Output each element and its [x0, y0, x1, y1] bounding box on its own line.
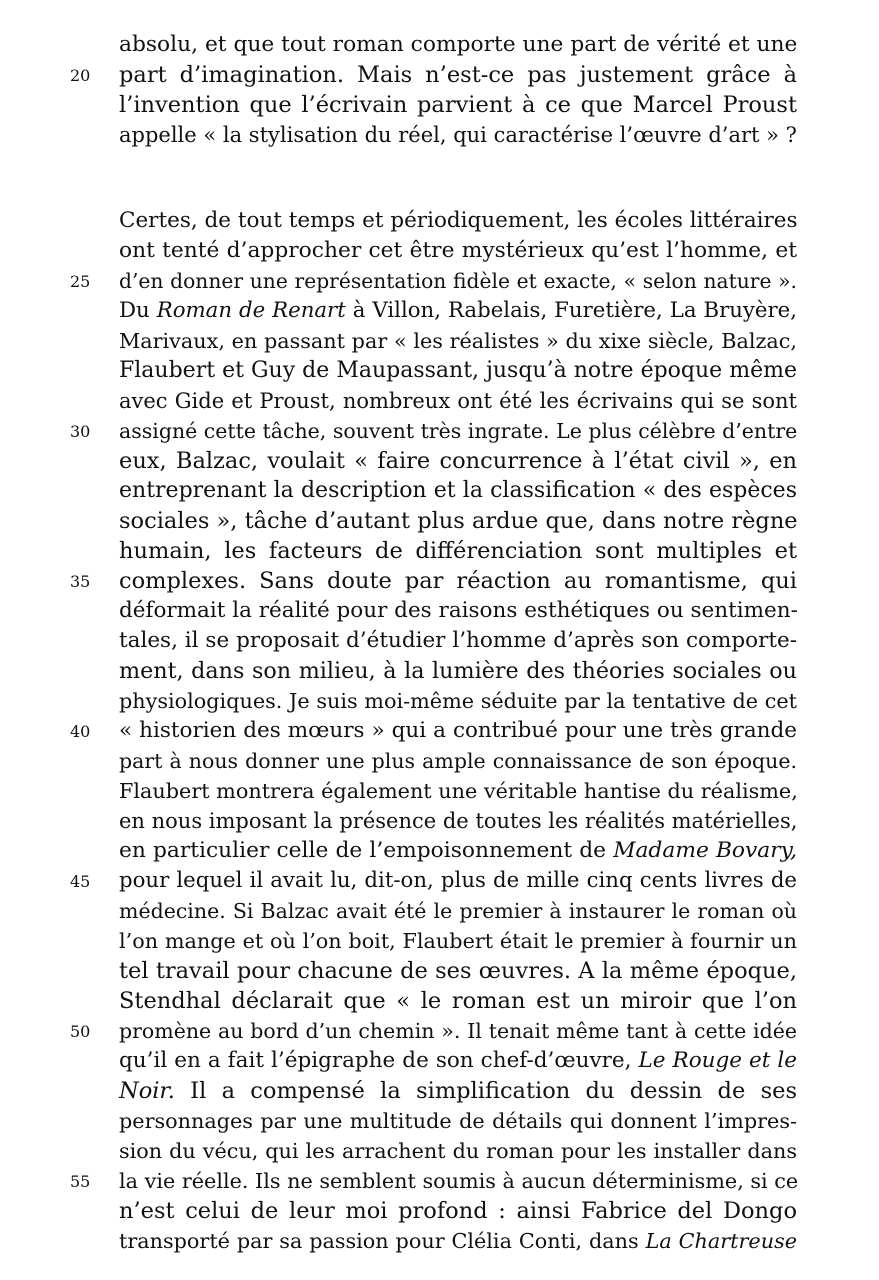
text-line: Flaubert et Guy de Maupassant, jusqu’à notre époque même	[119, 358, 797, 383]
text-line	[119, 1076, 797, 1106]
text-line: humain, les facteurs de différenciation sont multiples et	[119, 538, 797, 564]
text-line: sion du vécu, qui les arrachent du roman pour les installer dans	[119, 1139, 797, 1163]
italic-title: Le Rouge et le	[638, 1048, 797, 1073]
text-line: tales, il se proposait d’étudier l’homme d’après son comporte-	[119, 628, 797, 653]
text-line: « historien des mœurs » qui a contribué pour une très grande	[119, 718, 797, 743]
text-line: déformait la réalité pour des raisons esthétiques ou sentimen-	[119, 598, 798, 623]
text-line	[119, 1226, 797, 1256]
text-line: Flaubert montrera également une véritable hantise du réalisme,	[119, 779, 798, 803]
text-line: physiologiques. Je suis moi-même séduite par la tentative de cet	[119, 689, 797, 713]
italic-title: Roman de Renart	[156, 298, 346, 323]
text-line: absolu, et que tout roman comporte une part de vérité et une	[119, 32, 798, 57]
line-number: 50	[70, 1022, 91, 1041]
text-line: n’est celui de leur moi profond : ainsi Fabrice del Dongo	[119, 1198, 797, 1224]
text-line: sociales », tâche d’autant plus ardue que, dans notre règne	[119, 508, 798, 534]
italic-title: Noir.	[119, 1078, 175, 1104]
text-segment: à Villon, Rabelais, Furetière, La Bruyère,	[345, 298, 797, 323]
line-number: 30	[70, 422, 91, 441]
text-line: la vie réelle. Ils ne semblent soumis à aucun déterminisme, si ce	[119, 1169, 799, 1193]
line-number: 20	[70, 66, 91, 85]
text-line: Stendhal déclarait que « le roman est un miroir que l’on	[119, 988, 797, 1014]
text-line: entreprenant la description et la classification « des espèces	[119, 478, 797, 503]
text-line: Certes, de tout temps et périodiquement, les écoles littéraires	[119, 208, 798, 233]
text-line: avec Gide et Proust, nombreux ont été les écrivains qui se sont	[119, 389, 797, 413]
text-line: ment, dans son milieu, à la lumière des théories sociales ou	[119, 658, 797, 684]
text-line: appelle « la stylisation du réel, qui caractérise l’œuvre d’art » ?	[119, 123, 797, 147]
text-line: eux, Balzac, voulait « faire concurrence à l’état civil », en	[119, 448, 797, 474]
text-line: part d’imagination. Mais n’est-ce pas justement grâce à	[119, 62, 797, 88]
text-line: personnages par une multitude de détails qui donnent l’impres-	[119, 1109, 797, 1133]
text-line: assigné cette tâche, souvent très ingrate. Le plus célèbre d’entre	[119, 419, 798, 443]
text-line: tel travail pour chacune de ses œuvres. A la même époque,	[119, 958, 797, 984]
text-line: ont tenté d’approcher cet être mystérieux qu’est l’homme, et	[119, 238, 797, 263]
text-line	[119, 296, 797, 326]
text-line	[119, 836, 797, 866]
line-number: 40	[70, 722, 91, 741]
text-segment: en particulier celle de l’empoisonnement de	[119, 838, 614, 863]
text-line: en nous imposant la présence de toutes les réalités matérielles,	[119, 809, 798, 833]
line-number: 55	[70, 1172, 91, 1191]
text-line: l’on mange et où l’on boit, Flaubert était le premier à fournir un	[119, 929, 797, 953]
line-number: 35	[70, 572, 91, 591]
text-line: l’invention que l’écrivain parvient à ce que Marcel Proust	[119, 92, 797, 118]
line-number: 25	[70, 272, 91, 291]
text-line: complexes. Sans doute par réaction au romantisme, qui	[119, 568, 797, 594]
text-segment: Du	[119, 298, 157, 323]
text-segment: Il a compensé la simplification du dessin de ses	[174, 1078, 797, 1104]
text-line: part à nous donner une plus ample connaissance de son époque.	[119, 749, 797, 773]
text-line	[119, 1046, 797, 1076]
text-line: Marivaux, en passant par « les réalistes » du xixe siècle, Balzac,	[119, 329, 797, 353]
text-line: promène au bord d’un chemin ». Il tenait même tant à cette idée	[119, 1019, 797, 1043]
text-segment: qu’il en a fait l’épigraphe de son chef-d’œuvre,	[119, 1048, 639, 1073]
line-number: 45	[70, 872, 91, 891]
text-line: médecine. Si Balzac avait été le premier à instaurer le roman où	[119, 899, 797, 923]
text-line: pour lequel il avait lu, dit-on, plus de mille cinq cents livres de	[119, 868, 797, 893]
text-segment: transporté par sa passion pour Clélia Conti, dans	[119, 1229, 646, 1253]
italic-title: Madame Bovary,	[613, 838, 797, 863]
italic-title: La Chartreuse	[645, 1229, 797, 1253]
text-line: d’en donner une représentation fidèle et exacte, « selon nature ».	[119, 269, 797, 293]
